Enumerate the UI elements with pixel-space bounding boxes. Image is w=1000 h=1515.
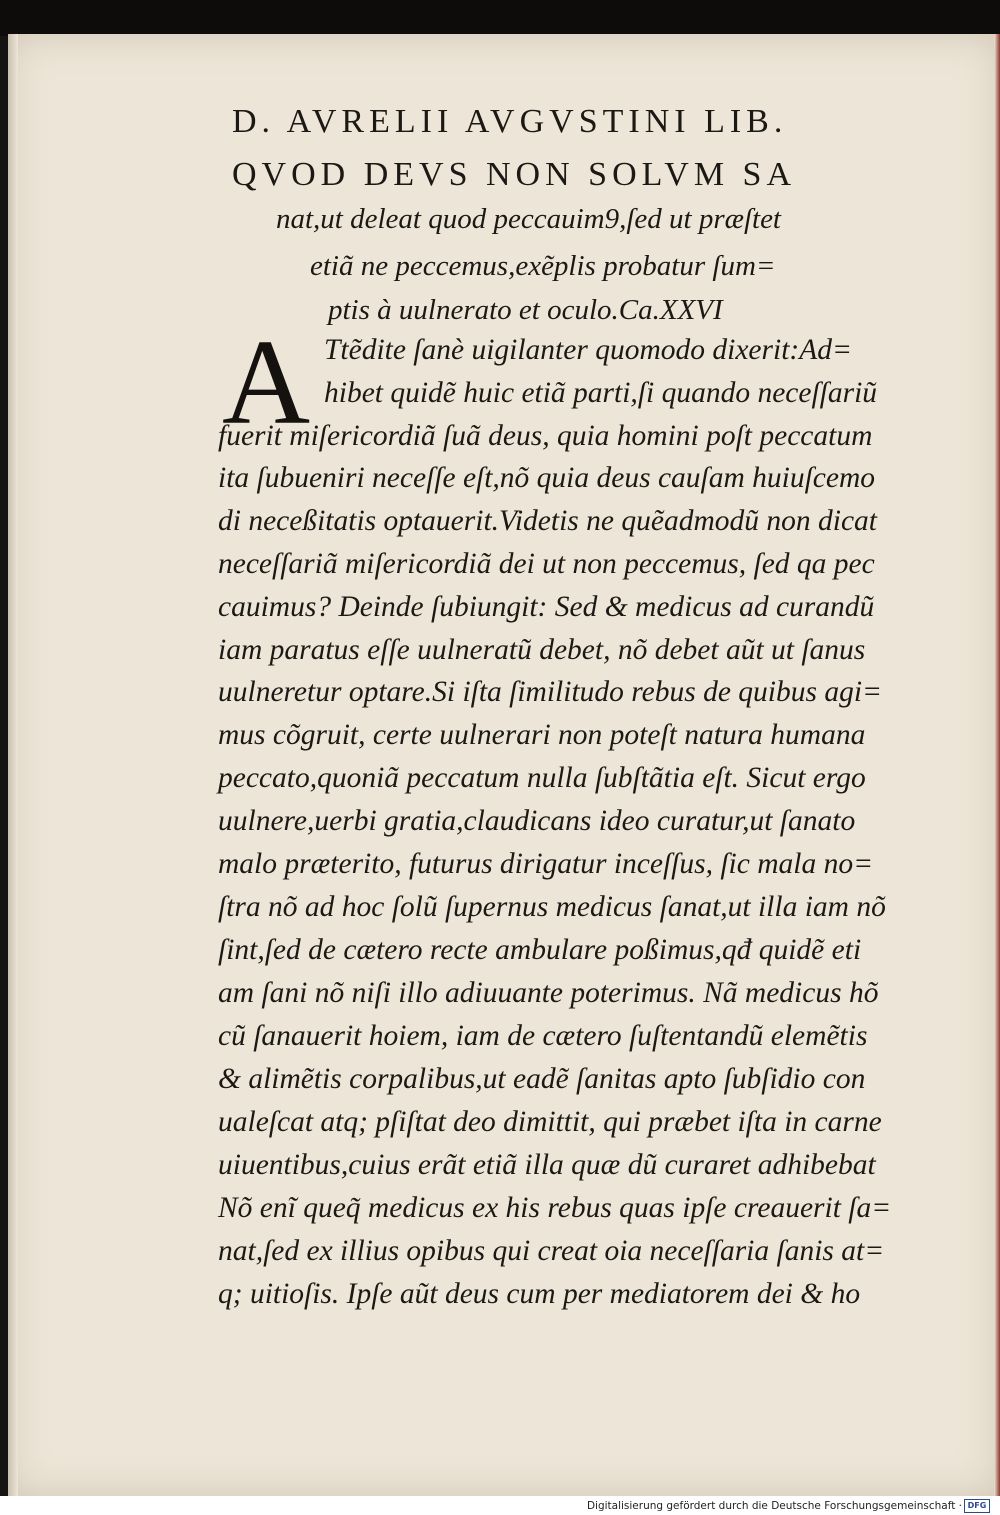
page-edge: [994, 34, 1000, 1496]
body-text-line: uulnere,uerbi gratia,claudicans ideo curatur,ut ſanato: [218, 805, 856, 837]
body-text-line: ita ſubueniri neceſſe eſt,nõ quia deus cauſam huiuſcemo: [218, 462, 876, 494]
body-text-line: fuerit miſericordiã ſuã deus, quia homini poſt peccatum: [218, 420, 873, 452]
scan-top-band: [0, 0, 1000, 36]
dfg-logo: DFG: [964, 1499, 990, 1513]
body-text-line: hibet quidẽ huic etiã parti,ſi quando neceſſariũ: [324, 377, 878, 409]
body-text-line: uulneretur optare.Si iſta ſimilitudo rebus de quibus agi=: [218, 676, 882, 708]
body-text-line: nat,ſed ex illius opibus qui creat oia neceſſaria ſanis at=: [218, 1235, 885, 1267]
body-text-line: di neceßitatis optauerit.Videtis ne quẽadmodũ non dicat: [218, 505, 877, 537]
body-text-line: ſint,ſed de cætero recte ambulare poßimus,qđ quidẽ eti: [218, 934, 862, 966]
body-text-line: neceſſariã miſericordiã dei ut non peccemus, ſed qa pec: [218, 548, 875, 580]
body-text-line: ſtra nõ ad hoc ſolũ ſupernus medicus ſanat,ut illa iam nõ: [218, 891, 886, 923]
body-text-line: cũ ſanauerit hoiem, iam de cætero ſuſtentandũ elemẽtis: [218, 1020, 868, 1052]
digitization-credit: Digitalisierung gefördert durch die Deutsche Forschungsgemeinschaft ·: [586, 1500, 962, 1512]
running-head: D. AVRELII AVGVSTINI LIB.: [232, 103, 788, 140]
body-text-line: & alimẽtis corpalibus,ut eadẽ ſanitas apto ſubſidio con: [218, 1063, 866, 1095]
body-text-line: peccato,quoniã peccatum nulla ſubſtãtia eſt. Sicut ergo: [218, 762, 866, 794]
chapter-subtitle-line: etiã ne peccemus,exẽplis probatur ſum=: [310, 250, 776, 282]
chapter-title: QVOD DEVS NON SOLVM SA: [232, 156, 797, 193]
body-text-line: ualeſcat atq; pſiſtat deo dimittit, qui præbet iſta in carne: [218, 1106, 882, 1138]
chapter-subtitle-line: nat,ut deleat quod peccauim9,ſed ut præſtet: [276, 203, 781, 235]
body-text-line: am ſani nõ niſi illo adiuuante poterimus. Nã medicus hõ: [218, 977, 879, 1009]
body-text-line: cauimus? Deinde ſubiungit: Sed & medicus ad curandũ: [218, 591, 875, 623]
body-text-line: uiuentibus,cuius erãt etiã illa quæ dũ curaret adhibebat: [218, 1149, 876, 1181]
drop-cap-initial: A: [222, 315, 311, 450]
body-text-line: q; uitioſis. Ipſe aũt deus cum per mediatorem dei & ho: [218, 1278, 861, 1310]
body-text-line: Nõ enĩ queq̃ medicus ex his rebus quas ipſe creauerit ſa=: [218, 1192, 892, 1224]
body-text-line: mus cõgruit, certe uulnerari non poteſt natura humana: [218, 719, 866, 751]
chapter-subtitle-line: ptis à uulnerato et oculo.Ca.XXVI: [328, 294, 723, 326]
page-gutter: [8, 34, 18, 1496]
body-text-line: Ttẽdite ſanè uigilanter quomodo dixerit:Ad=: [324, 334, 852, 366]
body-text-line: iam paratus eſſe uulneratũ debet, nõ debet aũt ut ſanus: [218, 634, 866, 666]
body-text-line: malo præterito, futurus dirigatur inceſſus, ſic mala no=: [218, 848, 873, 880]
